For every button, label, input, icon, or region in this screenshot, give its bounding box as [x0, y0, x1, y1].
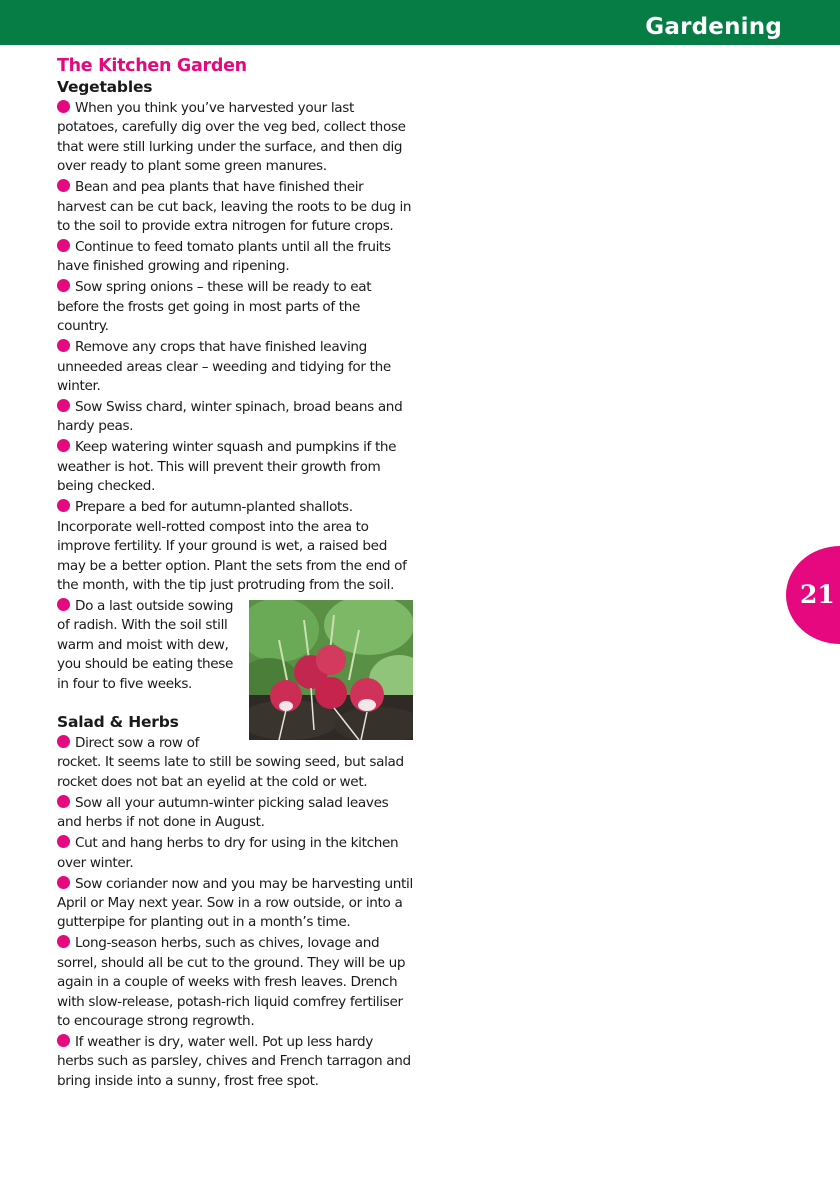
bullet-icon: [57, 339, 70, 352]
bullet-icon: [57, 179, 70, 192]
section-title: Gardening: [645, 14, 782, 40]
list-item: Sow Swiss chard, winter spinach, broad beans and hardy peas.: [57, 399, 403, 435]
bullet-icon: [57, 735, 70, 748]
list-item: Long-season herbs, such as chives, lovage and sorrel, should all be cut to the ground. They will be up again in a couple of weeks with fresh leaves. Drench with slow-release, potash-rich liquid comfrey fertiliser to encourage strong regrowth.: [57, 935, 406, 1029]
list-item: Prepare a bed for autumn-planted shallots. Incorporate well-rotted compost into the area to improve fertility. If your ground is wet, a raised bed may be a better option. Plant the sets from the end of the month, with the tip just protruding from the soil.: [57, 499, 407, 593]
list-item: Do a last outside sowing of radish. With the soil still warm and moist with dew, you should be eating these in four to five weeks.: [57, 597, 234, 692]
bullet-icon: [57, 239, 70, 252]
section-heading-vegetables: Vegetables: [57, 78, 153, 96]
list-item: Keep watering winter squash and pumpkins if the weather is hot. This will prevent their growth from being checked.: [57, 439, 397, 495]
page-number: 21: [800, 580, 835, 609]
list-item: Sow spring onions – these will be ready to eat before the frosts get going in most parts of the country.: [57, 279, 372, 335]
bullet-icon: [57, 439, 70, 452]
article-title: The Kitchen Garden: [57, 56, 247, 76]
bullet-icon: [57, 795, 70, 808]
bullet-icon: [57, 1034, 70, 1047]
list-item: Sow all your autumn-winter picking salad leaves and herbs if not done in August.: [57, 794, 389, 831]
list-item: Sow coriander now and you may be harvesting until April or May next year. Sow in a row outside, or into a gutterpipe for planting out in a month’s time.: [57, 875, 413, 931]
radish-image-icon: [249, 600, 413, 740]
list-item: If weather is dry, water well. Pot up less hardy herbs such as parsley, chives and French tarragon and bring inside into a sunny, frost free spot.: [57, 1034, 411, 1089]
radish-photo: [249, 600, 413, 740]
bullet-icon: [57, 935, 70, 948]
bullet-icon: [57, 279, 70, 292]
list-item: Bean and pea plants that have finished their harvest can be cut back, leaving the roots to be dug in to the soil to provide extra nitrogen for future crops.: [57, 179, 412, 235]
bullet-icon: [57, 499, 70, 512]
bullet-icon: [57, 876, 70, 889]
list-item: Remove any crops that have finished leaving unneeded areas clear – weeding and tidying for the winter.: [57, 339, 391, 395]
list-item: Cut and hang herbs to dry for using in the kitchen over winter.: [57, 835, 399, 871]
list-item: Continue to feed tomato plants until all the fruits have finished growing and ripening.: [57, 239, 391, 275]
section-heading-salad-herbs: Salad & Herbs: [57, 712, 179, 731]
list-item: When you think you’ve harvested your last potatoes, carefully dig over the veg bed, collect those that were still lurking under the surface, and then dig over ready to plant some green manures.: [57, 100, 406, 175]
bullet-icon: [57, 598, 70, 611]
bullet-icon: [57, 835, 70, 848]
bullet-icon: [57, 100, 70, 113]
list-item: Direct sow a row of rocket. It seems late to still be sowing seed, but salad rocket does not bat an eyelid at the cold or wet.: [57, 734, 404, 790]
bullet-icon: [57, 399, 70, 412]
article-column: [57, 55, 413, 1093]
